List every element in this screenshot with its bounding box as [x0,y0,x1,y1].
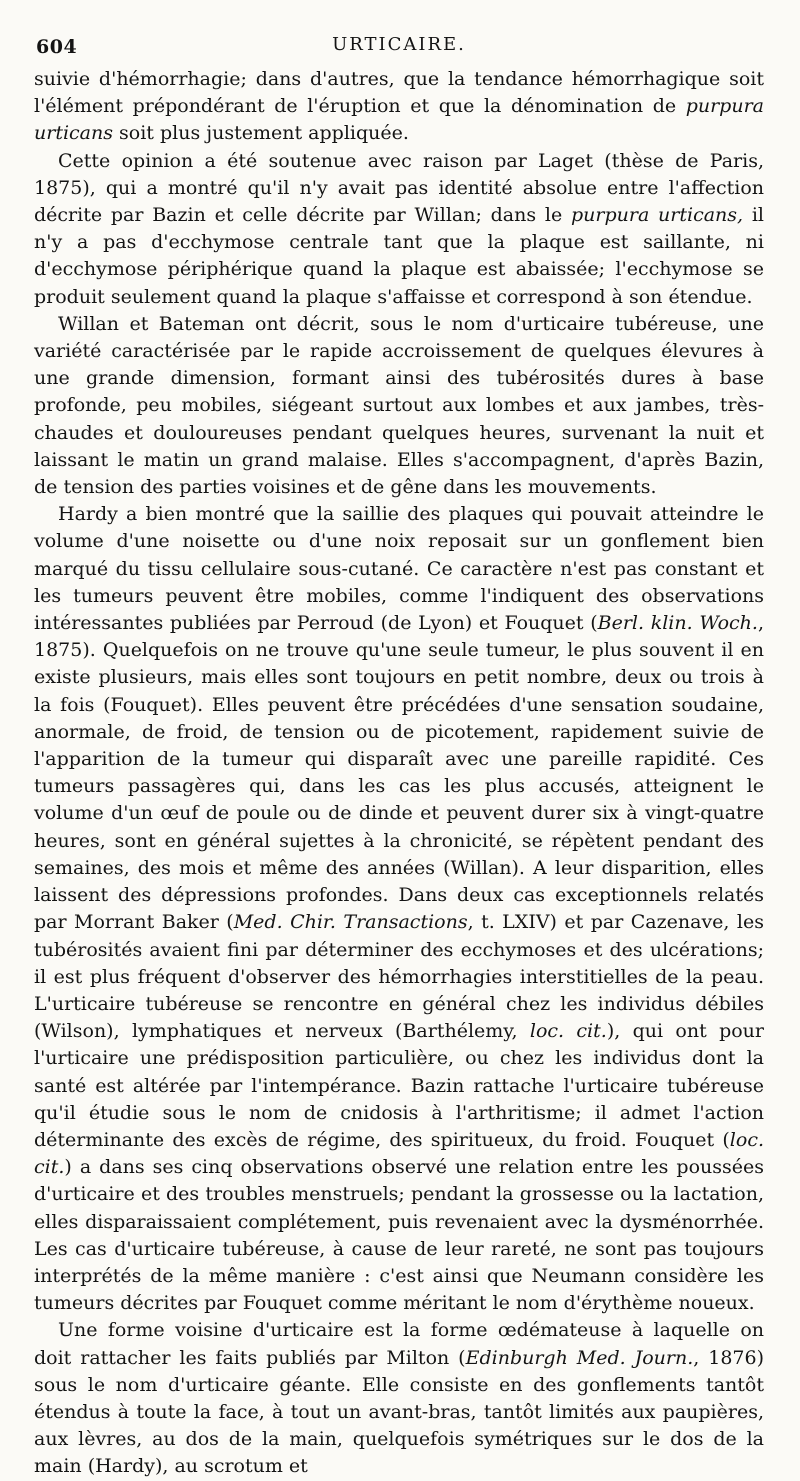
paragraph-p2 [34,148,764,311]
text-segment: il n'y a pas d'ecchymose centrale tant que la plaque est saillante, ni d'ecchymose périphérique quand la plaque est abaissée; l'ecchymose se produit seulement quand la plaque s'affaisse et correspond à son étendue. [34,204,765,308]
page-number: 604 [36,36,78,58]
paragraph-p5 [34,1317,764,1480]
text-segment: soit plus justement appliquée. [113,122,409,145]
text-segment: Hardy a bien montré que la saillie des plaques qui pouvait atteindre le volume d'une noisette ou d'une noix reposait sur un gonflement bien marqué du tissu cellulaire sous-cutané. Ce caractère n'est pas constant et les tumeurs peuvent être mobiles, comme l'indiquent des observations intéressantes publiées par Perroud (de Lyon) et Fouquet ( [34,503,764,635]
text-segment: , 1876) sous le nom d'urticaire géante. Elle consiste en des gonflements tantôt étendus à toute la face, à tout un avant-bras, tantôt limités aux paupières, aux lèvres, au dos de la main, quelquefois symétriques sur le dos de la main (Hardy), au scrotum et [34,1346,764,1478]
italic-citation: loc. cit. [529,1020,607,1043]
text-segment: suivie d'hémorrhagie; dans d'autres, que la tendance hémorrhagique soit l'élément prépondérant de l'éruption et que la dénomination de [34,68,764,118]
paragraph-p4 [34,501,764,1317]
italic-citation: loc. cit. [34,1128,764,1179]
text-segment: ) a dans ses cinq observations observé une relation entre les poussées d'urticaire et des troubles menstruels; pendant la grossesse ou la lactation, elles disparaissaient complétement, puis revenaient avec la dysménorrhée. Les cas d'urticaire tubéreuse, à cause de leur rareté, ne sont pas toujours interprétés de la même manière : c'est ainsi que Neumann considère les tumeurs décrites par Fouquet comme méritant le nom d'érythème noueux. [34,1156,764,1315]
body-text [34,66,764,1481]
paragraph-p1 [34,66,764,148]
running-head: URTICAIRE. [332,34,466,55]
text-segment: ), qui ont pour l'urticaire une prédisposition particulière, ou chez les individus dont la santé est altérée par l'intempérance. Bazin rattache l'urticaire tubéreuse qu'il étudie sous le nom de cnidosis à l'arthritisme; il admet l'action déterminante des excès de régime, des spiritueux, du froid. Fouquet ( [34,1020,764,1151]
page-header [34,28,764,62]
italic-citation: purpura urticans [34,95,764,145]
italic-citation: Berl. klin. Woch. [597,612,758,635]
text-segment: Cette opinion a été soutenue avec raison par Laget (thèse de Paris, 1875), qui a montré qu'il n'y avait pas identité absolue entre l'affection décrite par Bazin et celle décrite par Willan; dans le [34,149,764,227]
text-segment: Willan et Bateman ont décrit, sous le nom d'urticaire tubéreuse, une variété caractérisée par le rapide accroissement de quelques élevures à une grande dimension, formant ainsi des tubérosités dures à base profonde, peu mobiles, siégeant surtout aux lombes et aux jambes, très-chaudes et douloureuses pendant quelques heures, survenant la nuit et laissant le matin un grand malaise. Elles s'accompagnent, d'après Bazin, de tension des parties voisines et de gêne dans les mouvements. [34,312,764,499]
text-segment: , t. LXIV) et par Cazenave, les tubérosités avaient fini par déterminer des ecchymoses et des ulcérations; il est plus fréquent d'observer des hémorrhagies interstitielles de la peau. L'urticaire tubéreuse se rencontre en général chez les individus débiles (Wilson), lymphatiques et nerveux (Barthélemy, [34,911,764,1043]
italic-citation: Med. Chir. Transactions [233,911,468,934]
italic-citation: Edinburgh Med. Journ. [465,1346,694,1369]
paragraph-p3 [34,311,764,501]
text-segment: , 1875). Quelquefois on ne trouve qu'une seule tumeur, le plus souvent il en existe plusieurs, mais elles sont toujours en petit nombre, deux ou trois à la fois (Fouquet). Elles peuvent être précédées d'une sensation soudaine, anormale, de froid, de tension ou de picotement, rapidement suivie de l'apparition de la tumeur qui disparaît avec une pareille rapidité. Ces tumeurs passagères qui, dans les cas les plus accusés, atteignent le volume d'un œuf de poule ou de dinde et peuvent durer six à vingt-quatre heures, sont en général sujettes à la chronicité, se répètent pendant des semaines, des mois et même des années (Willan). A leur disparition, elles laissent des dépressions profondes. Dans deux cas exceptionnels relatés par Morrant Baker ( [34,612,764,934]
text-segment: Une forme voisine d'urticaire est la forme œdémateuse à laquelle on doit rattacher les faits publiés par Milton ( [34,1319,764,1369]
italic-citation: purpura urticans, [570,204,744,227]
